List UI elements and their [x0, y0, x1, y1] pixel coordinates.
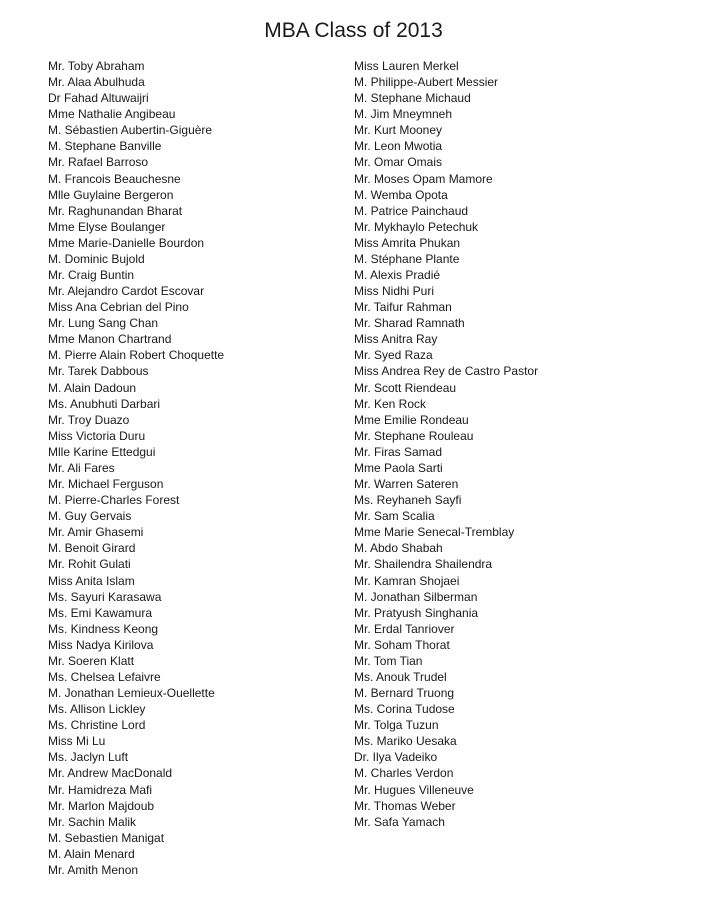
list-item: Mr. Firas Samad	[354, 444, 443, 459]
list-item: Mr. Sam Scalia	[354, 509, 435, 524]
list-item: Ms. Sayuri Karasawa	[48, 589, 162, 604]
list-item: M. Abdo Shabah	[354, 541, 443, 556]
list-item: Ms. Anubhuti Darbari	[48, 396, 161, 411]
list-item: Mr. Ken Rock	[354, 396, 427, 411]
list-item: Mr. Hamidreza Mafi	[48, 782, 153, 797]
list-item: Ms. Emi Kawamura	[48, 605, 153, 620]
list-item: Mme Manon Chartrand	[48, 332, 172, 347]
list-item: Ms. Chelsea Lefaivre	[48, 669, 161, 684]
list-item: Mr. Michael Ferguson	[48, 477, 164, 492]
list-item: Mme Nathalie Angibeau	[48, 107, 176, 122]
list-item: Mr. Amith Menon	[48, 862, 139, 877]
list-item: Mr. Craig Buntin	[48, 268, 135, 283]
list-item: Ms. Reyhaneh Sayfi	[354, 493, 462, 508]
name-list-right-column	[354, 58, 684, 830]
list-item: Mr. Toby Abraham	[48, 59, 145, 73]
list-item: Mr. Raghunandan Bharat	[48, 203, 183, 218]
list-item: Mr. Warren Sateren	[354, 477, 459, 492]
list-item: Ms. Mariko Uesaka	[354, 734, 457, 749]
list-item: Mr. Syed Raza	[354, 348, 433, 363]
list-item: M. Jonathan Silberman	[354, 589, 478, 604]
list-item: M. Stéphane Plante	[354, 251, 460, 266]
list-item: M. Wemba Opota	[354, 187, 448, 202]
list-item: M. Dominic Bujold	[48, 251, 145, 266]
list-item: Ms. Corina Tudose	[354, 702, 455, 717]
list-item: Mr. Thomas Weber	[354, 798, 456, 813]
list-item: Miss Amrita Phukan	[354, 235, 461, 250]
list-item: Mr. Marlon Majdoub	[48, 798, 155, 813]
list-item: M. Guy Gervais	[48, 509, 132, 524]
list-item: Mr. Kamran Shojaei	[354, 573, 460, 588]
list-item: Mlle Guylaine Bergeron	[48, 187, 174, 202]
list-item: Mr. Safa Yamach	[354, 814, 445, 829]
list-item: Mr. Leon Mwotia	[354, 139, 443, 154]
list-item: M. Stephane Banville	[48, 139, 162, 154]
list-item: M. Francois Beauchesne	[48, 171, 181, 186]
list-item: Mr. Tarek Dabbous	[48, 364, 149, 379]
list-item: M. Alexis Pradié	[354, 268, 441, 283]
list-item: Mr. Rohit Gulati	[48, 557, 131, 572]
list-item: M. Alain Dadoun	[48, 380, 137, 395]
list-item: M. Philippe-Aubert Messier	[354, 75, 499, 90]
list-item: Miss Victoria Duru	[48, 428, 146, 443]
list-item: Mr. Ali Fares	[48, 460, 115, 475]
list-item: M. Patrice Painchaud	[354, 203, 469, 218]
list-item: Mr. Hugues Villeneuve	[354, 782, 474, 797]
list-item: Mr. Kurt Mooney	[354, 123, 443, 138]
list-item: Mr. Moses Opam Mamore	[354, 171, 493, 186]
list-item: Mr. Tolga Tuzun	[354, 718, 439, 733]
list-item: Miss Anitra Ray	[354, 332, 438, 347]
list-item: Mme Emilie Rondeau	[354, 412, 469, 427]
list-item: M. Alain Menard	[48, 846, 135, 861]
list-item: Mr. Erdal Tanriover	[354, 621, 455, 636]
list-item: Miss Mi Lu	[48, 734, 106, 749]
list-item: Mr. Scott Riendeau	[354, 380, 457, 395]
list-item: Mr. Sachin Malik	[48, 814, 137, 829]
list-item: Dr. Ilya Vadeiko	[354, 750, 438, 765]
list-item: Mr. Amir Ghasemi	[48, 525, 144, 540]
list-item: M. Benoit Girard	[48, 541, 136, 556]
list-item: Miss Ana Cebrian del Pino	[48, 300, 189, 315]
list-item: M. Jonathan Lemieux-Ouellette	[48, 686, 215, 701]
list-item: Mr. Pratyush Singhania	[354, 605, 479, 620]
list-item: Ms. Jaclyn Luft	[48, 750, 129, 765]
list-item: Mr. Andrew MacDonald	[48, 766, 173, 781]
list-item: Mr. Alaa Abulhuda	[48, 75, 145, 90]
list-item: Mme Paola Sarti	[354, 460, 443, 475]
list-item: Miss Nadya Kirilova	[48, 637, 154, 652]
list-item: Mr. Lung Sang Chan	[48, 316, 159, 331]
list-item: Mlle Karine Ettedgui	[48, 444, 156, 459]
page-title: MBA Class of 2013	[264, 19, 443, 42]
list-item: Mr. Omar Omais	[354, 155, 443, 170]
list-item: Mr. Troy Duazo	[48, 412, 130, 427]
list-item: M. Sebastien Manigat	[48, 830, 165, 845]
list-item: Miss Andrea Rey de Castro Pastor	[354, 364, 539, 379]
list-item: Mme Marie-Danielle Bourdon	[48, 235, 205, 250]
list-item: M. Charles Verdon	[354, 766, 454, 781]
list-item: M. Stephane Michaud	[354, 91, 471, 106]
list-item: Ms. Kindness Keong	[48, 621, 159, 636]
list-item: Mr. Stephane Rouleau	[354, 428, 474, 443]
list-item: Mme Elyse Boulanger	[48, 219, 166, 234]
list-item: M. Pierre Alain Robert Choquette	[48, 348, 225, 363]
list-item: Mr. Tom Tian	[354, 653, 423, 668]
list-item: Ms. Allison Lickley	[48, 702, 146, 717]
list-item: M. Pierre-Charles Forest	[48, 493, 180, 508]
list-item: Dr Fahad Altuwaijri	[48, 91, 149, 106]
list-item: Miss Anita Islam	[48, 573, 135, 588]
list-item: Mr. Alejandro Cardot Escovar	[48, 284, 205, 299]
list-item: Mr. Soham Thorat	[354, 637, 450, 652]
list-item: Mr. Taifur Rahman	[354, 300, 452, 315]
list-item: Ms. Anouk Trudel	[354, 669, 447, 684]
list-item: Ms. Christine Lord	[48, 718, 146, 733]
list-item: Mr. Rafael Barroso	[48, 155, 149, 170]
list-item: Mr. Soeren Klatt	[48, 653, 135, 668]
list-item: Mme Marie Senecal-Tremblay	[354, 525, 515, 540]
list-item: M. Bernard Truong	[354, 686, 455, 701]
name-list-left-column	[48, 58, 338, 878]
list-item: Mr. Shailendra Shailendra	[354, 557, 493, 572]
list-item: Miss Nidhi Puri	[354, 284, 435, 299]
list-item: Miss Lauren Merkel	[354, 59, 459, 73]
list-item: Mr. Sharad Ramnath	[354, 316, 465, 331]
list-item: M. Jim Mneymneh	[354, 107, 453, 122]
list-item: Mr. Mykhaylo Petechuk	[354, 219, 479, 234]
list-item: M. Sébastien Aubertin-Giguère	[48, 123, 213, 138]
